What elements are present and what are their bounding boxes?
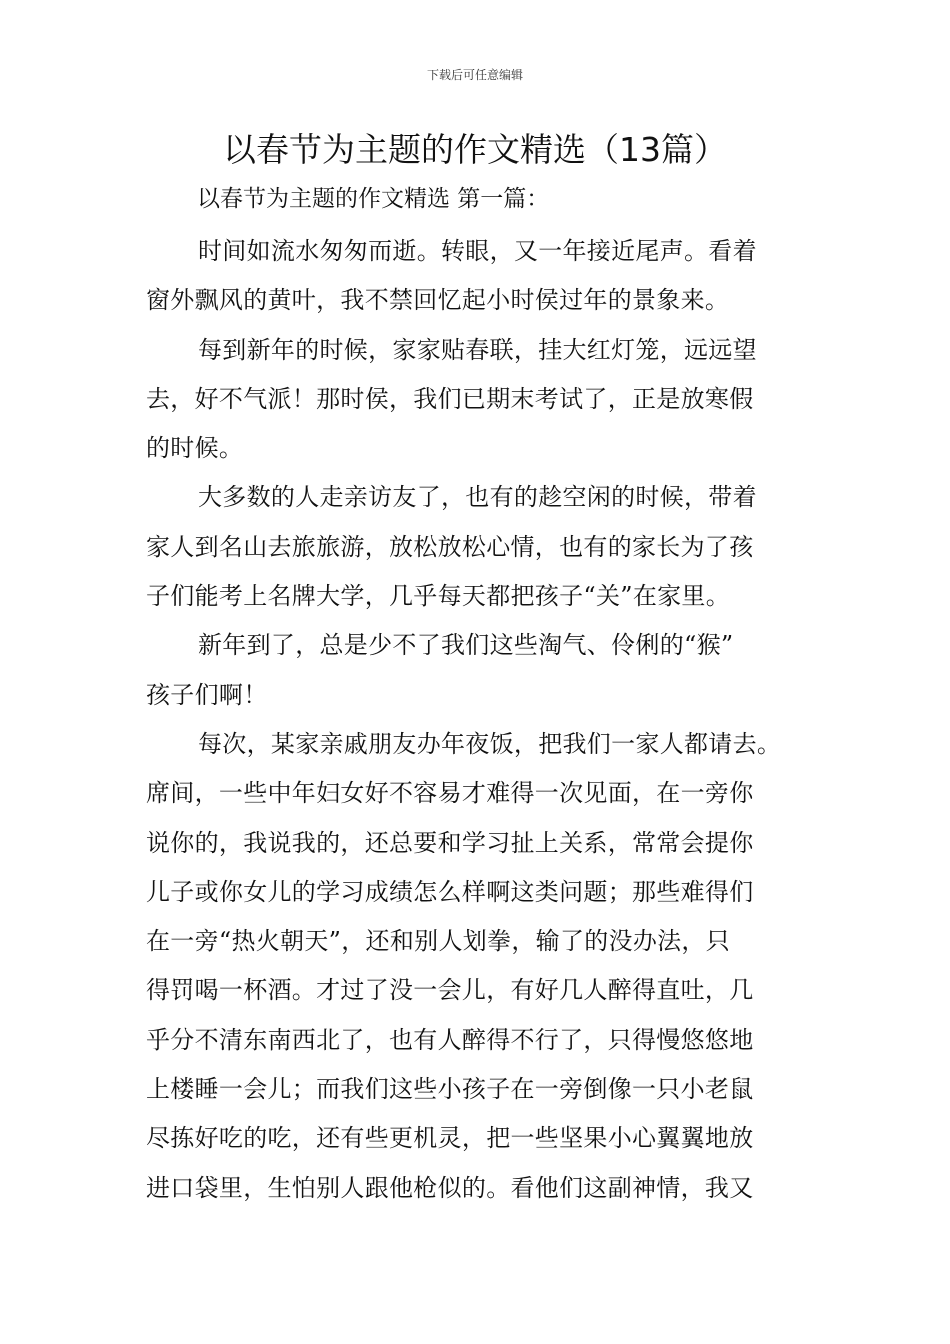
paragraph-line: 子们能考上名牌大学，几乎每天都把孩子“关”在家里。 <box>146 582 731 611</box>
paragraph-line: 尽拣好吃的吃，还有些更机灵，把一些坚果小心翼翼地放 <box>146 1124 754 1153</box>
paragraph-line: 新年到了，总是少不了我们这些淘气、伶俐的“猴” <box>198 631 734 660</box>
paragraph-line: 家人到名山去旅旅游，放松放松心情，也有的家长为了孩 <box>146 532 754 561</box>
paragraph-line: 上楼睡一会儿；而我们这些小孩子在一旁倒像一只小老鼠 <box>146 1075 754 1104</box>
paragraph-line: 每到新年的时候，家家贴春联，挂大红灯笼，远远望 <box>198 335 757 364</box>
paragraph-line: 说你的，我说我的，还总要和学习扯上关系，常常会提你 <box>146 828 754 857</box>
section-subtitle: 以春节为主题的作文精选 第一篇： <box>197 186 550 212</box>
paragraph-line: 去，好不气派！那时侯，我们已期末考试了，正是放寒假 <box>146 384 754 413</box>
document-title: 以春节为主题的作文精选（13篇） <box>223 130 727 169</box>
paragraph-line: 在一旁“热火朝天”，还和别人划拳，输了的没办法，只 <box>146 927 731 956</box>
paragraph-line: 窗外飘风的黄叶，我不禁回忆起小时侯过年的景象来。 <box>146 286 730 315</box>
paragraph-line: 的时候。 <box>146 434 244 463</box>
paragraph-line: 儿子或你女儿的学习成绩怎么样啊这类问题；那些难得们 <box>146 877 754 906</box>
paragraph-line: 得罚喝一杯酒。才过了没一会儿，有好几人醉得直吐，几 <box>146 976 754 1005</box>
paragraph-line: 进口袋里，生怕别人跟他枪似的。看他们这副神情，我又 <box>146 1173 754 1202</box>
document-body <box>146 227 816 1213</box>
header-note: 下载后可任意编辑 <box>426 68 523 82</box>
paragraph-line: 时间如流水匆匆而逝。转眼，又一年接近尾声。看着 <box>198 237 757 265</box>
paragraph-line: 席间，一些中年妇女好不容易才难得一次见面，在一旁你 <box>146 779 754 808</box>
paragraph-line: 乎分不清东南西北了，也有人醉得不行了，只得慢悠悠地 <box>146 1025 754 1054</box>
paragraph-line: 每次，某家亲戚朋友办年夜饭，把我们一家人都请去。 <box>198 729 782 758</box>
paragraph-line: 孩子们啊！ <box>146 680 268 709</box>
paragraph-line: 大多数的人走亲访友了，也有的趁空闲的时候，带着 <box>198 483 757 512</box>
